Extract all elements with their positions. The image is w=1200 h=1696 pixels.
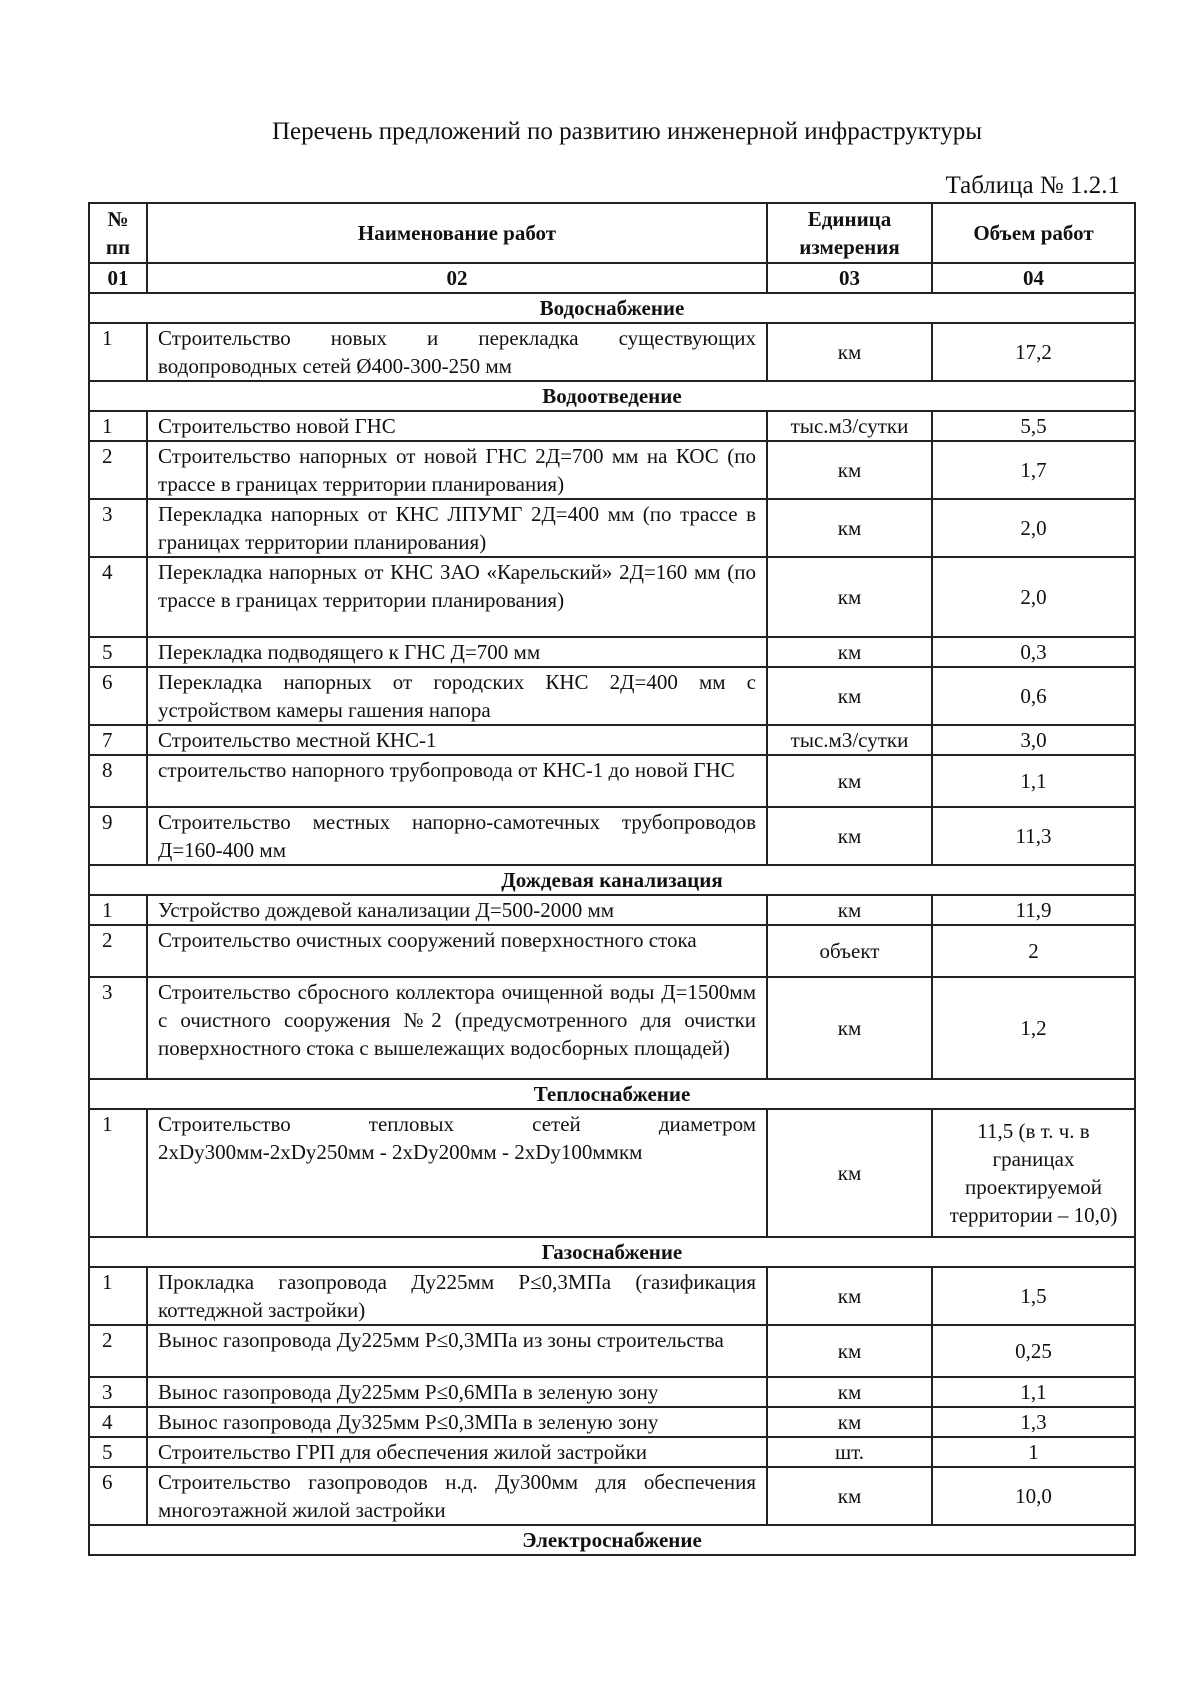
work-name: Строительство местных напорно-самотечных трубопроводов Д=160-400 мм [147,807,767,865]
row-number: 7 [89,725,147,755]
section-title: Газоснабжение [89,1237,1135,1267]
work-name: Строительство новой ГНС [147,411,767,441]
table-row [89,755,1135,807]
work-volume: 1,5 [932,1267,1135,1325]
unit-of-measure: км [767,895,932,925]
table-row [89,1467,1135,1525]
section-row [89,293,1135,323]
table-body [89,293,1135,1555]
unit-of-measure: тыс.м3/сутки [767,725,932,755]
work-name: Строительство газопроводов н.д. Ду300мм для обеспечения многоэтажной жилой застройки [147,1467,767,1525]
unit-of-measure: шт. [767,1437,932,1467]
header-unit: Единица измерения [767,203,932,263]
unit-of-measure: км [767,1467,932,1525]
work-volume: 0,25 [932,1325,1135,1377]
section-title: Водоснабжение [89,293,1135,323]
unit-of-measure: км [767,323,932,381]
work-name: Строительство тепловых сетей диаметром 2хDу300мм-2хDу250мм - 2хDу200мм - 2хDу100ммкм [147,1109,767,1237]
row-number: 1 [89,323,147,381]
header-name: Наименование работ [147,203,767,263]
row-number: 3 [89,499,147,557]
work-volume: 3,0 [932,725,1135,755]
table-row [89,977,1135,1079]
work-name: Прокладка газопровода Ду225мм Р≤0,3МПа (газификация коттеджной застройки) [147,1267,767,1325]
section-row [89,865,1135,895]
table-row [89,725,1135,755]
section-row [89,1237,1135,1267]
work-volume: 1,2 [932,977,1135,1079]
work-name: Строительство напорных от новой ГНС 2Д=700 мм на КОС (по трассе в границах территории планирования) [147,441,767,499]
work-volume: 2 [932,925,1135,977]
section-row [89,1525,1135,1555]
table-row [89,895,1135,925]
work-volume: 11,5 (в т. ч. в границах проектируемой территории – 10,0) [932,1109,1135,1237]
work-name: Строительство очистных сооружений поверхностного стока [147,925,767,977]
section-row [89,1079,1135,1109]
row-number: 2 [89,441,147,499]
row-number: 4 [89,557,147,637]
table-row [89,1109,1135,1237]
unit-of-measure: км [767,667,932,725]
table-row [89,557,1135,637]
work-name: Строительство ГРП для обеспечения жилой застройки [147,1437,767,1467]
work-volume: 0,6 [932,667,1135,725]
unit-of-measure: км [767,1109,932,1237]
work-volume: 5,5 [932,411,1135,441]
row-number: 3 [89,1377,147,1407]
table-row [89,1377,1135,1407]
section-title: Электроснабжение [89,1525,1135,1555]
col-number: 03 [767,263,932,293]
work-name: Вынос газопровода Ду225мм Р≤0,3МПа из зоны строительства [147,1325,767,1377]
section-row [89,381,1135,411]
work-name: Строительство сбросного коллектора очищенной воды Д=1500мм с очистного сооружения №2 (предусмотренного для очистки поверхностного стока с вышележащих водосборных площадей) [147,977,767,1079]
table-row [89,667,1135,725]
header-volume: Объем работ [932,203,1135,263]
row-number: 1 [89,1109,147,1237]
row-number: 6 [89,1467,147,1525]
column-number-row [89,263,1135,293]
table-row [89,807,1135,865]
work-volume: 11,9 [932,895,1135,925]
row-number: 6 [89,667,147,725]
unit-of-measure: км [767,755,932,807]
work-name: Устройство дождевой канализации Д=500-2000 мм [147,895,767,925]
work-volume: 2,0 [932,499,1135,557]
row-number: 1 [89,411,147,441]
work-name: Перекладка напорных от КНС ЗАО «Карельский» 2Д=160 мм (по трассе в границах территории планирования) [147,557,767,637]
table-row [89,1437,1135,1467]
work-volume: 11,3 [932,807,1135,865]
work-name: Перекладка напорных от КНС ЛПУМГ 2Д=400 мм (по трассе в границах территории планирования) [147,499,767,557]
work-volume: 1,1 [932,755,1135,807]
unit-of-measure: км [767,557,932,637]
unit-of-measure: км [767,637,932,667]
table-row [89,1267,1135,1325]
row-number: 8 [89,755,147,807]
work-name: Строительство новых и перекладка существующих водопроводных сетей Ø400-300-250 мм [147,323,767,381]
section-title: Теплоснабжение [89,1079,1135,1109]
table-row [89,1407,1135,1437]
work-volume: 1,1 [932,1377,1135,1407]
row-number: 4 [89,1407,147,1437]
work-volume: 1 [932,1437,1135,1467]
row-number: 9 [89,807,147,865]
table-row [89,637,1135,667]
table-row [89,1325,1135,1377]
document-title: Перечень предложений по развитию инженерной инфраструктуры [271,118,983,145]
work-name: Строительство местной КНС-1 [147,725,767,755]
col-number: 01 [89,263,147,293]
unit-of-measure: тыс.м3/сутки [767,411,932,441]
col-number: 04 [932,263,1135,293]
col-number: 02 [147,263,767,293]
work-name: Перекладка напорных от городских КНС 2Д=400 мм с устройством камеры гашения напора [147,667,767,725]
work-name: Вынос газопровода Ду225мм Р≤0,6МПа в зеленую зону [147,1377,767,1407]
work-volume: 10,0 [932,1467,1135,1525]
unit-of-measure: объект [767,925,932,977]
work-volume: 2,0 [932,557,1135,637]
work-name: строительство напорного трубопровода от КНС-1 до новой ГНС [147,755,767,807]
row-number: 1 [89,895,147,925]
work-volume: 1,7 [932,441,1135,499]
work-name: Вынос газопровода Ду325мм Р≤0,3МПа в зеленую зону [147,1407,767,1437]
infrastructure-table [88,202,1136,1556]
unit-of-measure: км [767,499,932,557]
table-number: Таблица № 1.2.1 [945,172,1120,199]
header-num: № пп [89,203,147,263]
table-row [89,323,1135,381]
table-row [89,499,1135,557]
table-row [89,925,1135,977]
work-volume: 17,2 [932,323,1135,381]
work-name: Перекладка подводящего к ГНС Д=700 мм [147,637,767,667]
unit-of-measure: км [767,1267,932,1325]
table-row [89,411,1135,441]
unit-of-measure: км [767,1325,932,1377]
unit-of-measure: км [767,441,932,499]
section-title: Водоотведение [89,381,1135,411]
work-volume: 0,3 [932,637,1135,667]
row-number: 2 [89,925,147,977]
row-number: 1 [89,1267,147,1325]
work-volume: 1,3 [932,1407,1135,1437]
section-title: Дождевая канализация [89,865,1135,895]
row-number: 3 [89,977,147,1079]
row-number: 5 [89,1437,147,1467]
unit-of-measure: км [767,1377,932,1407]
table-row [89,441,1135,499]
header-row [89,203,1135,263]
unit-of-measure: км [767,977,932,1079]
row-number: 2 [89,1325,147,1377]
unit-of-measure: км [767,807,932,865]
unit-of-measure: км [767,1407,932,1437]
row-number: 5 [89,637,147,667]
